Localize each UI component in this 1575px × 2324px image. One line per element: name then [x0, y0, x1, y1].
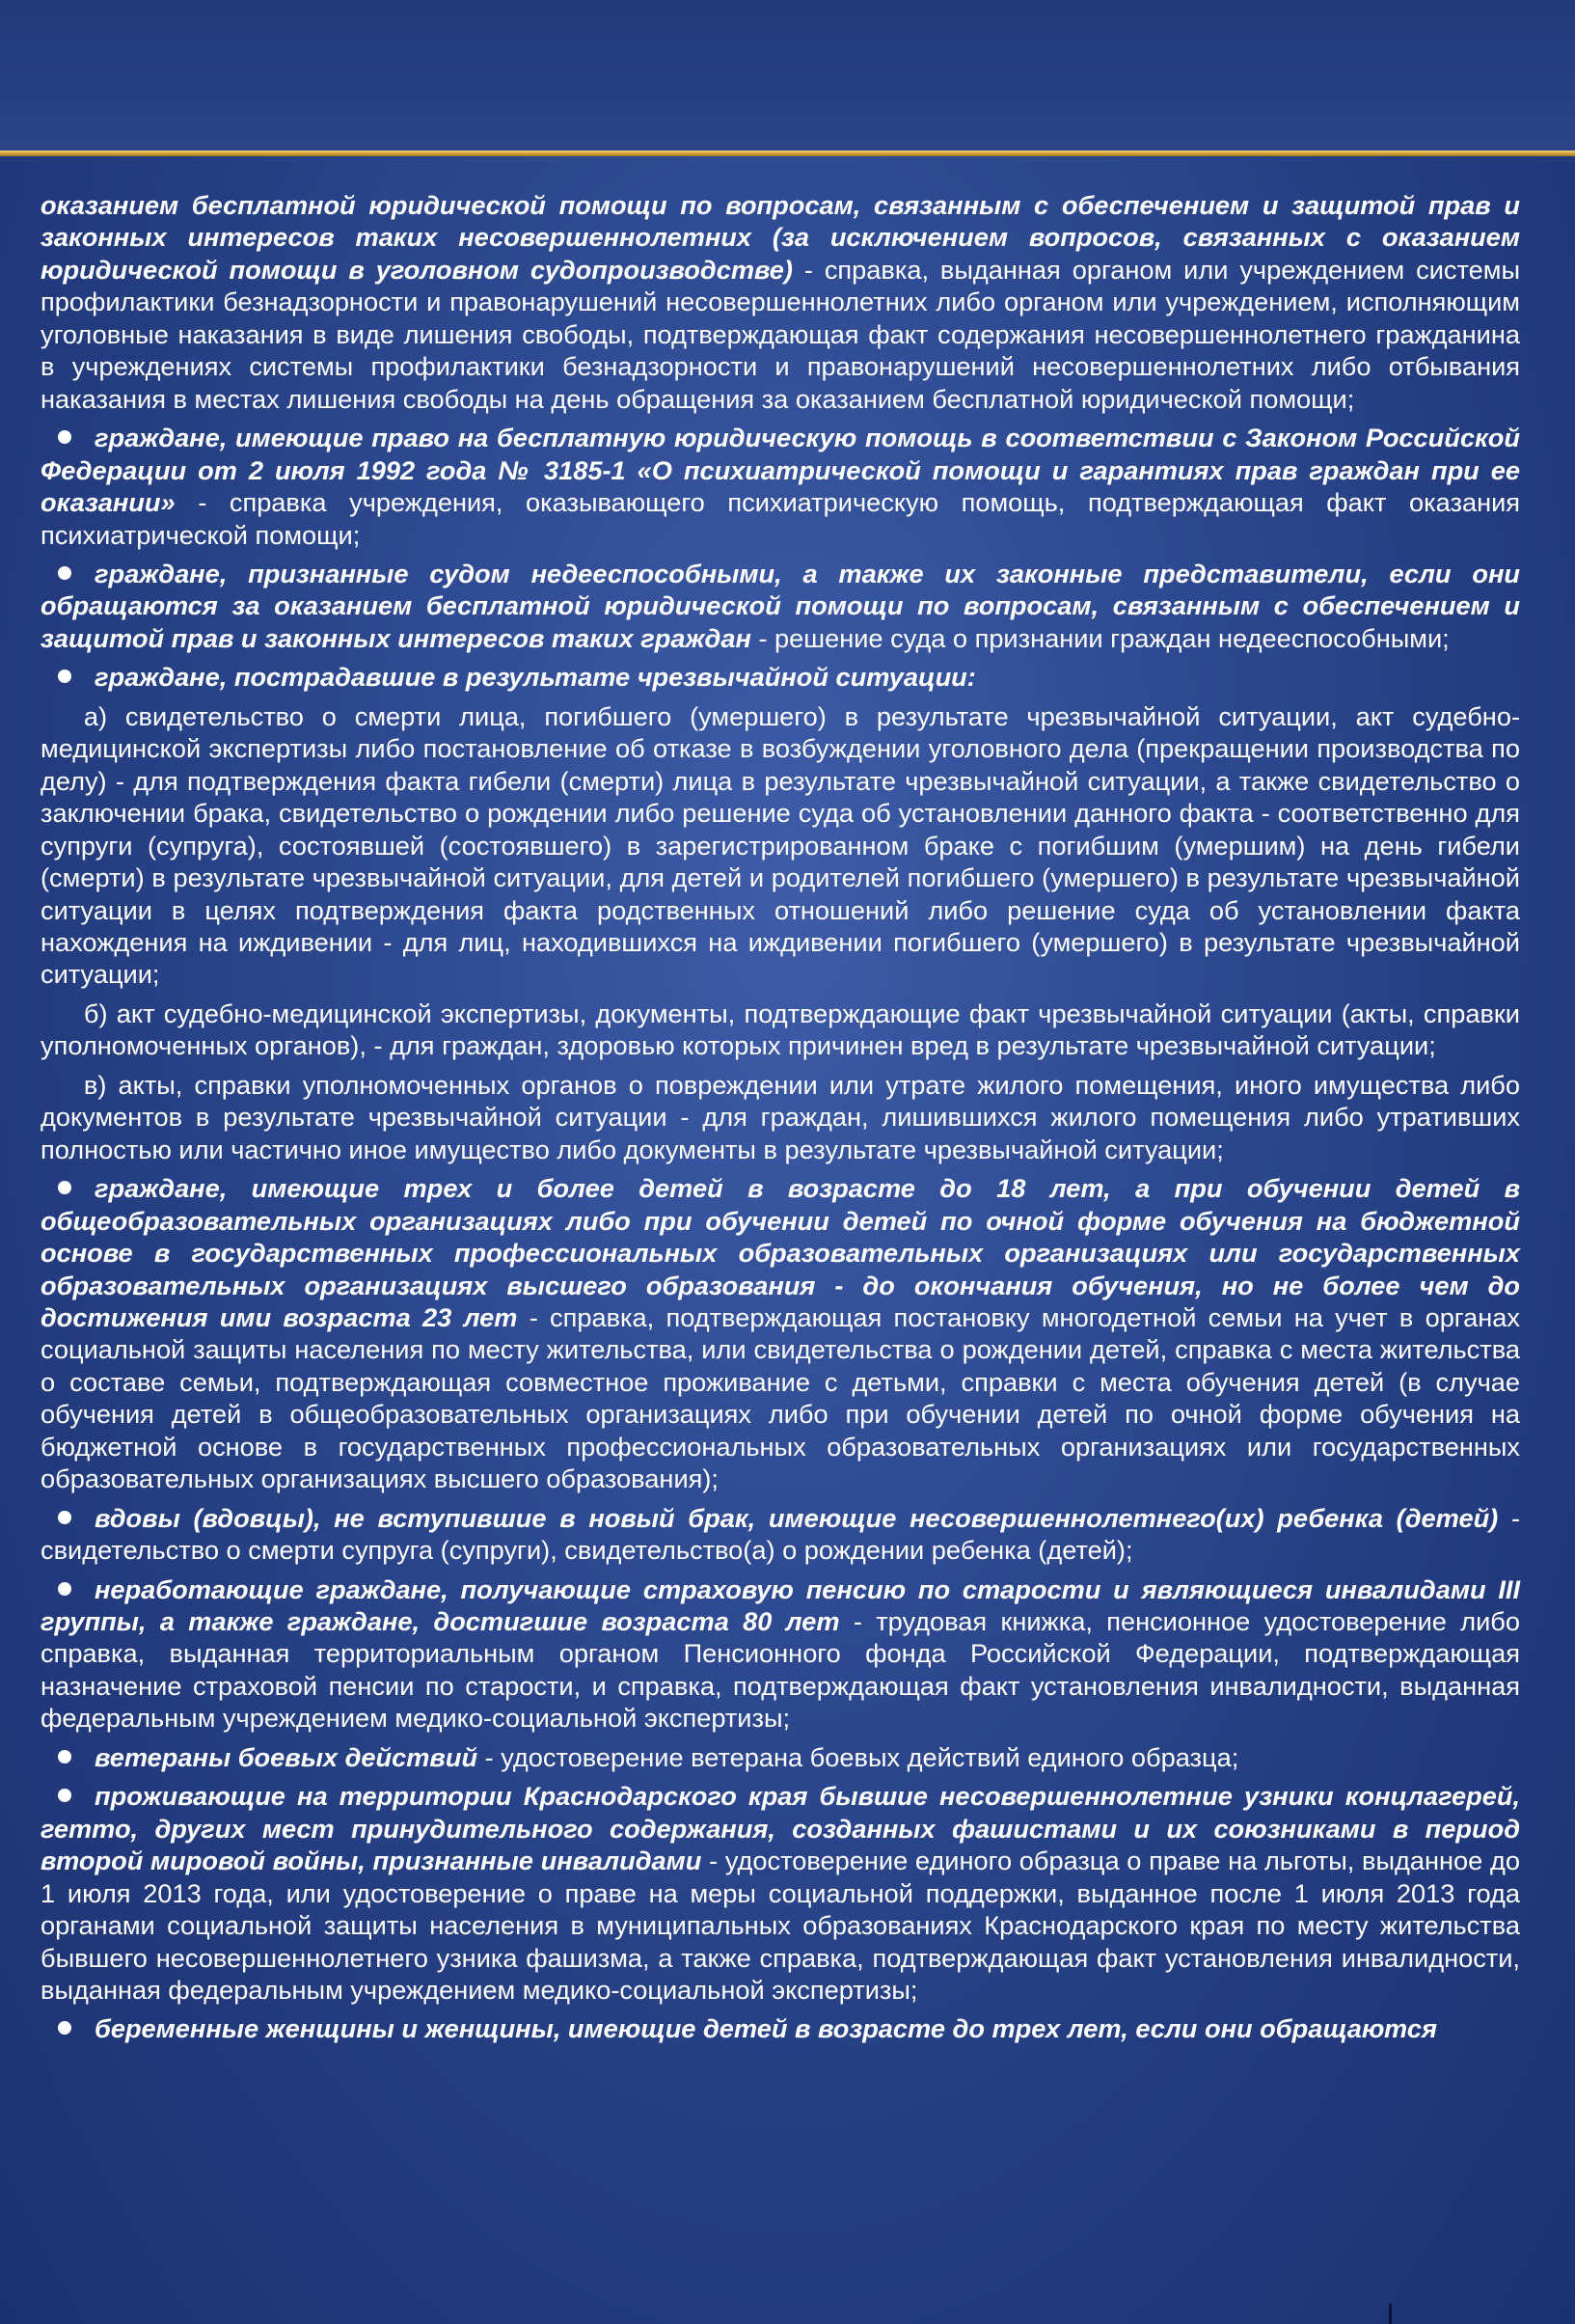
- list-item-bold: неработающие граждане, получающие страховую пенсию по старости и являющиеся инвалидами III группы, а также граждане, достигшие возраста 80 лет: [41, 1573, 1520, 1637]
- bullet-icon: [58, 566, 71, 580]
- list-item-pregnant-women: [41, 2012, 1520, 2044]
- list-item-bold: ветераны боевых действий: [95, 1741, 478, 1772]
- bullet-icon: [58, 2021, 71, 2035]
- gold-divider: [0, 150, 1575, 156]
- paragraph-text: - справка, выданная органом или учреждением системы профилактики безнадзорности и правонарушений несовершеннолетних либо органом или учреждением, исполняющим уголовные наказания в виде лишения свободы, подтверждающая факт содержания несовершеннолетнего гражданина в учреждениях системы профилактики безнадзорности и правонарушений несовершеннолетних либо отбывания наказания в местах лишения свободы на день обращения за оказанием бесплатной юридической помощи;: [41, 254, 1520, 414]
- list-item-bold: граждане, имеющие право на бесплатную юридическую помощь в соответствии с Законом Российской Федерации от 2 июля 1992 года № 3185-1 «О психиатрической помощи и гарантиях прав граждан при ее оказании»: [41, 423, 1520, 518]
- list-item-former-prisoners: [41, 1780, 1520, 2006]
- list-item-bold: вдовы (вдовцы), не вступившие в новый брак, имеющие несовершеннолетнего(их) ребенка (детей): [95, 1502, 1499, 1533]
- paragraph-minors-continuation: [41, 189, 1520, 415]
- list-item-bold: граждане, признанные судом недееспособными, а также их законные представители, если они обращаются за оказанием бесплатной юридической помощи по вопросам, связанным с обеспечением и защитой прав и законных интересов таких граждан: [41, 558, 1520, 653]
- list-item-bold: беременные женщины и женщины, имеющие детей в возрасте до трех лет, если они обращаются: [95, 2013, 1437, 2044]
- bullet-icon: [58, 430, 71, 444]
- list-item-emergency: [41, 661, 1520, 693]
- sub-item-text: а) свидетельство о смерти лица, погибшего (умершего) в результате чрезвычайной ситуации, акт судебно-медицинской экспертизы либо постановление об отказе в возбуждении уголовного дела (прекращении производства по делу) - для подтверждения факта гибели (смерти) лица в результате чрезвычайной ситуации, а также свидетельство о заключении брака, свидетельство о рождении либо решение суда об установлении данного факта - соответственно для супруги (супруга), состоявшей (состоявшего) в зарегистрированном браке с погибшим (умершим) на день гибели (смерти) в результате чрезвычайной ситуации, для детей и родителей погибшего (умершего) в результате чрезвычайной ситуации в целях подтверждения факта родственных отношений либо решение суда об установлении факта нахождения на иждивении - для лиц, находившихся на иждивении погибшего (умершего) в результате чрезвычайной ситуации;: [41, 700, 1520, 990]
- sub-item-b: [41, 998, 1520, 1062]
- sub-item-v: [41, 1069, 1520, 1165]
- list-item-bold: граждане, имеющие трех и более детей в возрасте до 18 лет, а при обучении детей в общеобразовательных организациях либо при обучении детей по очной форме обучения на бюджетной основе в государственных профессиональных образовательных организациях или государственных образовательных организациях высшего образования - до окончания обучения, но не более чем до достижения ими возраста 23 лет: [41, 1173, 1520, 1332]
- list-item-large-families: [41, 1172, 1520, 1495]
- list-item-psychiatric: [41, 422, 1520, 551]
- list-item-pensioners: [41, 1573, 1520, 1735]
- list-item-text: - свидетельство о смерти супруга (супруги), свидетельство(а) о рождении ребенка (детей);: [41, 1502, 1521, 1566]
- paragraph-bold: оказанием бесплатной юридической помощи по вопросам, связанным с обеспечением и защитой прав и законных интересов таких несовершеннолетних (за исключением вопросов, связанных с оказанием юридической помощи в уголовном судопроизводстве): [41, 190, 1520, 285]
- list-item-widows: [41, 1502, 1520, 1567]
- sub-item-text: в) акты, справки уполномоченных органов о повреждении или утрате жилого помещения, иного имущества либо документов в результате чрезвычайной ситуации - для граждан, лишившихся жилого помещения либо утративших полностью или частично иное имущество либо документы в результате чрезвычайной ситуации;: [41, 1069, 1520, 1164]
- bullet-icon: [58, 1789, 71, 1802]
- document-body: [41, 189, 1520, 2052]
- list-item-incapacitated: [41, 558, 1520, 654]
- bullet-icon: [58, 1750, 71, 1764]
- bullet-icon: [58, 1582, 71, 1596]
- list-item-veterans: [41, 1741, 1520, 1773]
- bullet-icon: [58, 1181, 71, 1194]
- list-item-text: - удостоверение единого образца о праве на льготы, выданное до 1 июля 2013 года, или удостоверение о праве на меры социальной поддержки, выданное после 1 июля 2013 года органами социальной защиты населения в муниципальных образованиях Краснодарского края по месту жительства бывшего несовершеннолетнего узника фашизма, а также справка, подтверждающая факт установления инвалидности, выданная федеральным учреждением медико-социальной экспертизы;: [41, 1846, 1520, 2006]
- list-item-bold: граждане, пострадавшие в результате чрезвычайной ситуации:: [95, 662, 976, 693]
- bullet-icon: [58, 670, 71, 683]
- scan-mark: [1389, 2304, 1392, 2324]
- list-item-text: - справка, подтверждающая постановку многодетной семьи на учет в органах социальной защиты населения по месту жительства, или свидетельства о рождении детей, справка с места жительства о составе семьи, подтверждающая совместное проживание с детьми, справки с места обучения детей (в случае обучения детей в общеобразовательных организациях либо при обучении детей по очной форме обучения на бюджетной основе в государственных профессиональных образовательных организациях или государственных образовательных организациях высшего образования);: [41, 1301, 1520, 1494]
- list-item-text: - трудовая книжка, пенсионное удостоверение либо справка, выданная территориальным органом Пенсионного фонда Российской Федерации, подтверждающая назначение страховой пенсии по старости, и справка, подтверждающая факт установления инвалидности, выданная федеральным учреждением медико-социальной экспертизы;: [41, 1606, 1520, 1734]
- list-item-text: - решение суда о признании граждан недееспособными;: [750, 622, 1450, 653]
- list-item-text: - справка учреждения, оказывающего психиатрическую помощь, подтверждающая факт оказания психиатрической помощи;: [41, 487, 1520, 550]
- list-item-bold: проживающие на территории Краснодарского края бывшие несовершеннолетние узники концлагерей, гетто, других мест принудительного содержания, созданных фашистами и их союзниками в период второй мировой войны, признанные инвалидами: [41, 1781, 1520, 1876]
- list-item-text: - удостоверение ветерана боевых действий единого образца;: [477, 1741, 1239, 1772]
- header-band: [0, 0, 1575, 150]
- sub-item-a: [41, 700, 1520, 991]
- sub-item-text: б) акт судебно-медицинской экспертизы, документы, подтверждающие факт чрезвычайной ситуации (акты, справки уполномоченных органов), - для граждан, здоровью которых причинен вред в результате чрезвычайной ситуации;: [41, 998, 1520, 1061]
- bullet-icon: [58, 1511, 71, 1524]
